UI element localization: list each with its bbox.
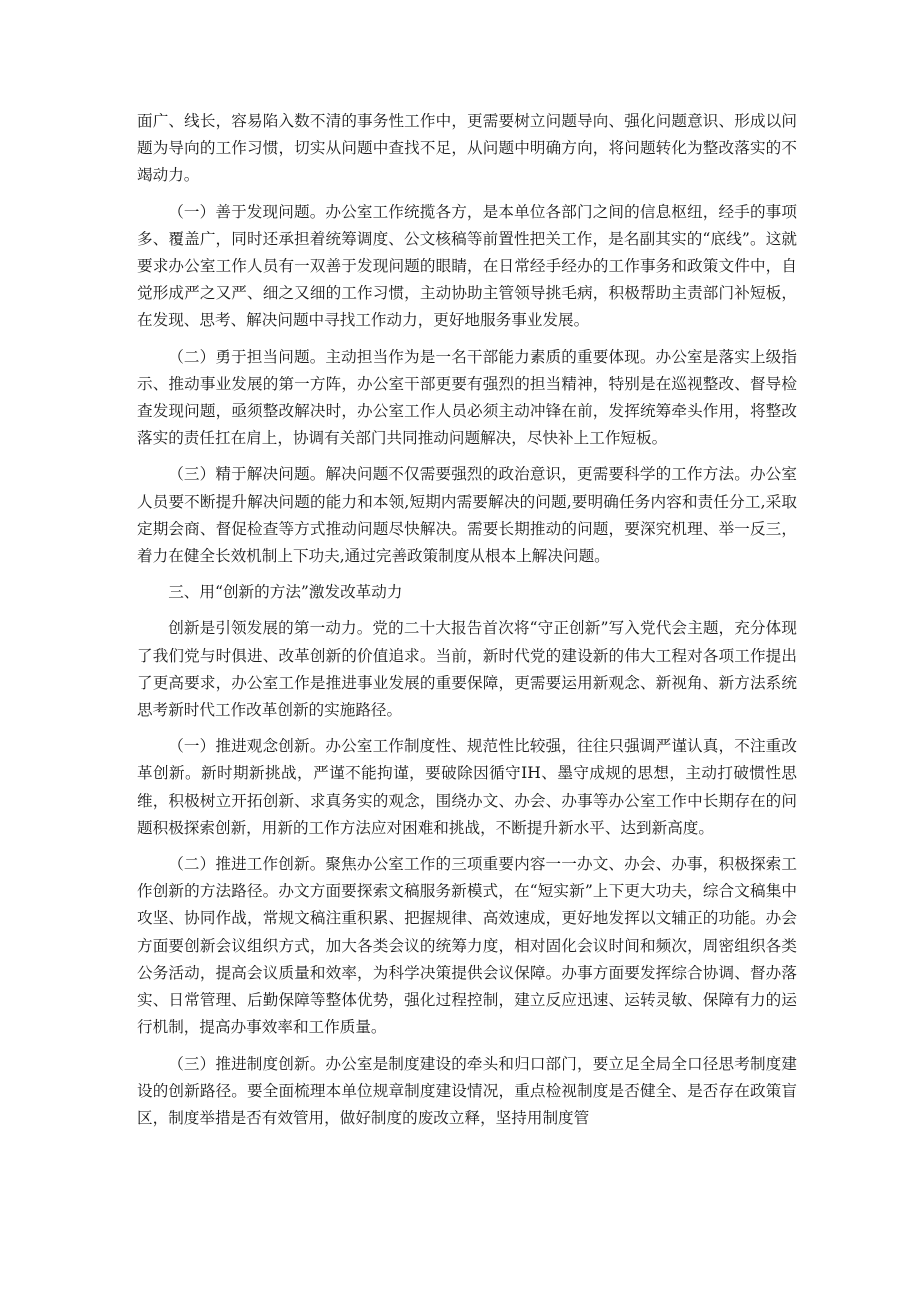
paragraph-solve-problems: （三）精于解决问题。解决问题不仅需要强烈的政治意识，更需要科学的工作方法。办公室人员要不断提升解决问题的能力和本领,短期内需要解决的问题,要明确任务内容和责任分工,采取定期会商、督促检查等方式推动问题尽快解决。需要长期推动的问题，要深究机理、举一反三，着力在健全长效机制上下功夫,通过完善政策制度从根本上解决问题。 <box>137 465 797 566</box>
paragraph-discover-problems: （一）善于发现问题。办公室工作统揽各方，是本单位各部门之间的信息枢纽，经手的事项多、覆盖广，同时还承担着统筹调度、公文核稿等前置性把关工作，是名副其实的“底线”。这就要求办公室工作人员有一双善于发现问题的眼睛，在日常经手经办的工作事务和政策文件中，自觉形成严之又严、细之又细的工作习惯，主动协助主管领导挑毛病，积极帮助主责部门补短板，在发现、思考、解决问题中寻找工作动力，更好地服务事业发展。 <box>137 202 797 330</box>
section-heading-innovation: 三、用“创新的方法”激发改革动力 <box>168 583 403 602</box>
paragraph-work-innovation: （二）推进工作创新。聚焦办公室工作的三项重要内容一一办文、办会、办事，积极探索工作创新的方法路径。办文方面要探索文稿服务新模式，在“短实新”上下更大功夫，综合文稿集中攻坚、协同作战，常规文稿注重积累、把握规律、高效速成，更好地发挥以文辅正的功能。办会方面要创新会议组织方式，加大各类会议的统筹力度，相对固化会议时间和频次，周密组织各类公务活动，提高会议质量和效率，为科学决策提供会议保障。办事方面要发挥综合协调、督办落实、日常管理、后勤保障等整体优势，强化过程控制，建立反应迅速、运转灵敏、保障有力的运行机制，提高办事效率和工作质量。 <box>137 855 797 1037</box>
paragraph-concept-innovation: （一）推进观念创新。办公室工作制度性、规范性比较强，往往只强调严谨认真，不注重改革创新。新时期新挑战，严谨不能拘谨，要破除因循守IH、墨守成规的思想，主动打破惯性思维，积极树立开拓创新、求真务实的观念，围绕办文、办会、办事等办公室工作中长期存在的问题积极探索创新，用新的工作方法应对困难和挑战，不断提升新水平、达到新高度。 <box>137 737 797 837</box>
paragraph-take-responsibility: （二）勇于担当问题。主动担当作为是一名干部能力素质的重要体现。办公室是落实上级指示、推动事业发展的第一方阵，办公室干部更要有强烈的担当精神，特别是在巡视整改、督导检查发现问题，亟须整改解决时，办公室工作人员必须主动冲锋在前，发挥统筹牵头作用，将整改落实的责任扛在肩上，协调有关部门共同推动问题解决，尽快补上工作短板。 <box>137 347 797 448</box>
paragraph-continuation: 面广、线长，容易陷入数不清的事务性工作中，更需要树立问题导向、强化问题意识、形成以问题为导向的工作习惯，切实从问题中查找不足，从问题中明确方向，将问题转化为整改落实的不竭动力。 <box>137 112 797 185</box>
paragraph-innovation-intro: 创新是引领发展的第一动力。党的二十大报告首次将“守正创新”写入党代会主题，充分体现了我们党与时俱进、改革创新的价值追求。当前，新时代党的建设新的伟大工程对各项工作提出了更高要求，办公室工作是推进事业发展的重要保障，更需要运用新观念、新视角、新方法系统思考新时代工作改革创新的实施路径。 <box>137 619 797 720</box>
document-body <box>137 108 797 1141</box>
paragraph-system-innovation: （三）推进制度创新。办公室是制度建设的牵头和归口部门，要立足全局全口径思考制度建设的创新路径。要全面梳理本单位规章制度建设情况，重点检视制度是否健全、是否存在政策盲区，制度举措是否有效管用，做好制度的废改立释，坚持用制度管 <box>137 1054 797 1127</box>
